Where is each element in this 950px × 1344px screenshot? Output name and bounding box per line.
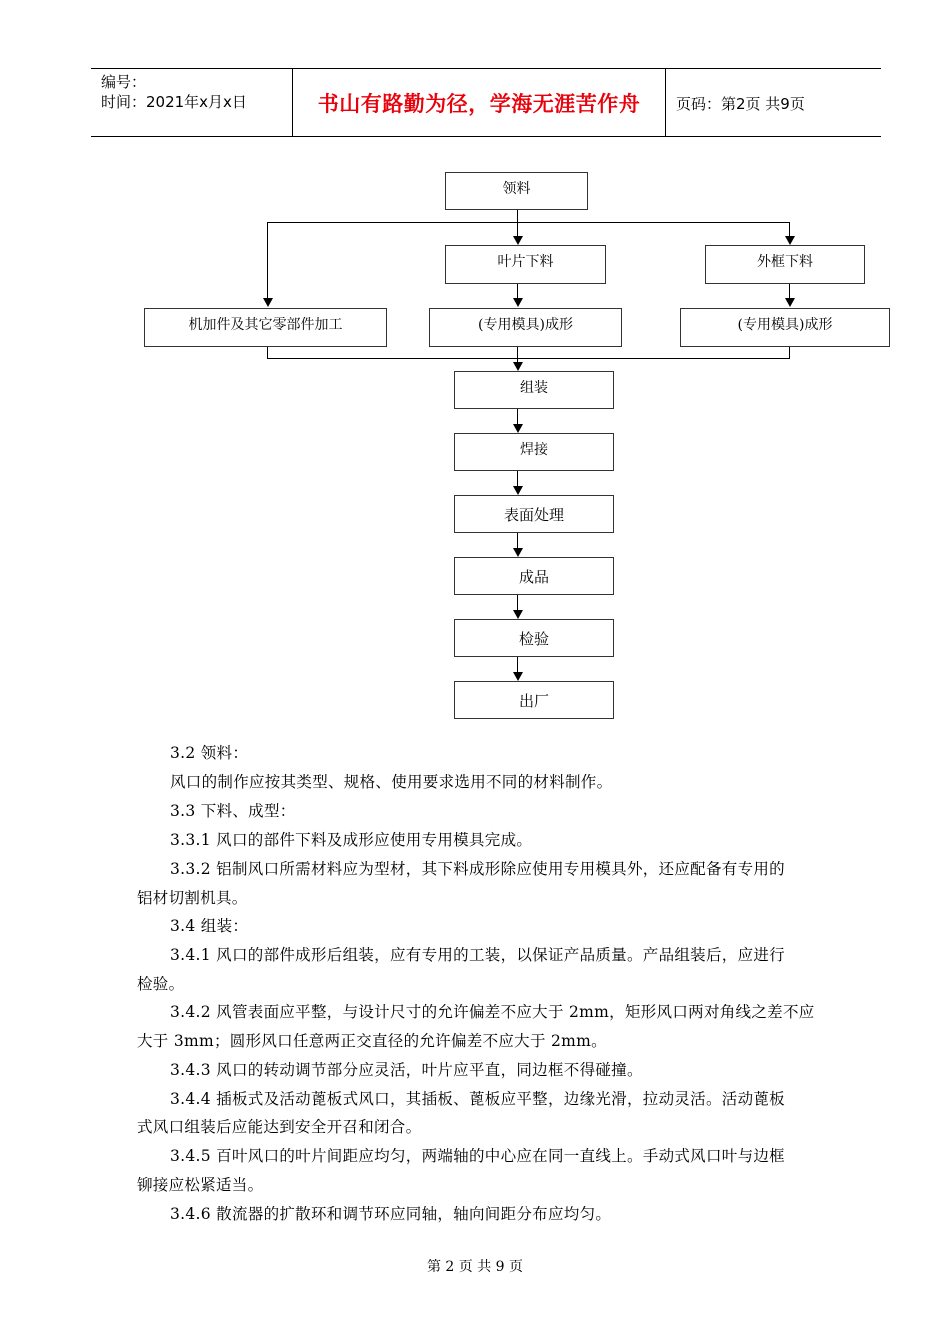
page-footer: 第 2 页 共 9 页 [426,1259,524,1275]
flow-arrow [513,610,523,619]
paragraph-continuation: 铆接应松紧适当。 [137,1176,264,1194]
flow-connector [267,222,268,298]
flow-arrow [513,236,523,245]
flow-connector [517,284,518,298]
paragraph: 风口的制作应按其类型、规格、使用要求选用不同的材料制作。 [170,773,613,791]
time-label: 时间：2021年x月x日 [101,93,247,111]
flow-connector [517,347,518,363]
flow-connector [789,284,790,298]
header-meta [91,69,291,136]
flow-node-inspect: 检验 [454,619,614,657]
header-motto: 书山有路勤为径，学海无涯苦作舟 [317,90,641,116]
paragraph-continuation: 式风口组装后应能达到安全开召和闭合。 [137,1118,422,1136]
flow-connector [517,657,518,673]
number-label: 编号： [101,73,147,91]
flow-node-assemble: 组装 [454,371,614,409]
flow-connector [789,222,790,236]
flow-connector [517,533,518,549]
paragraph-continuation: 铝材切割机具。 [137,889,248,907]
flow-connector [267,358,790,359]
flow-connector [267,347,268,358]
paragraph-continuation: 大于 3mm；圆形风口任意两正交直径的允许偏差不应大于 2mm。 [137,1032,607,1050]
flow-arrow [263,298,273,307]
paragraph: 3.4 组装： [170,917,249,935]
flow-node-surface: 表面处理 [454,495,614,533]
paragraph: 3.4.3 风口的转动调节部分应灵活，叶片应平直，同边框不得碰撞。 [170,1061,643,1079]
paragraph: 3.3.2 铝制风口所需材料应为型材，其下料成形除应使用专用模具外，还应配备有专用的 [170,860,785,878]
flow-arrow [513,486,523,495]
flow-arrow [513,672,523,681]
flow-arrow [513,548,523,557]
flow-connector [517,595,518,611]
header-page-label: 页码：第2页 共9页 [676,95,805,113]
paragraph-continuation: 检验。 [137,975,185,993]
flow-arrow [785,236,795,245]
flow-node-product: 成品 [454,557,614,595]
flow-node-ship: 出厂 [454,681,614,719]
flow-node-frame-form: (专用模具)成形 [680,308,890,347]
flow-node-weld: 焊接 [454,433,614,471]
header-divider [665,69,666,136]
flow-node-machining: 机加件及其它零部件加工 [144,308,387,347]
paragraph: 3.4.4 插板式及活动蓖板式风口，其插板、蓖板应平整，边缘光滑，拉动灵活。活动蓖板 [170,1090,785,1108]
flow-connector [517,471,518,487]
flow-node-blade-form: (专用模具)成形 [429,308,622,347]
paragraph: 3.3.1 风口的部件下料及成形应使用专用模具完成。 [170,831,533,849]
flow-node-frame-cut: 外框下料 [705,245,865,284]
paragraph: 3.3 下料、成型： [170,802,296,820]
flow-connector [517,222,518,236]
flow-arrow [785,298,795,307]
flow-connector [789,347,790,358]
flow-connector [517,409,518,425]
flow-arrow [513,424,523,433]
flow-node-blade-cut: 叶片下料 [445,245,606,284]
flow-arrow [513,362,523,371]
flow-node-receive: 领料 [445,172,588,210]
paragraph: 3.4.6 散流器的扩散环和调节环应同轴，轴向间距分布应均匀。 [170,1205,612,1223]
flow-connector [267,222,790,223]
paragraph: 3.4.5 百叶风口的叶片间距应均匀，两端轴的中心应在同一直线上。手动式风口叶与边框 [170,1147,785,1165]
paragraph: 3.2 领料： [170,744,249,762]
paragraph: 3.4.1 风口的部件成形后组装，应有专用的工装，以保证产品质量。产品组装后，应进行 [170,946,785,964]
flow-arrow [513,298,523,307]
document-header [91,68,881,137]
paragraph: 3.4.2 风管表面应平整，与设计尺寸的允许偏差不应大于 2mm，矩形风口两对角线之差不应 [170,1003,815,1021]
